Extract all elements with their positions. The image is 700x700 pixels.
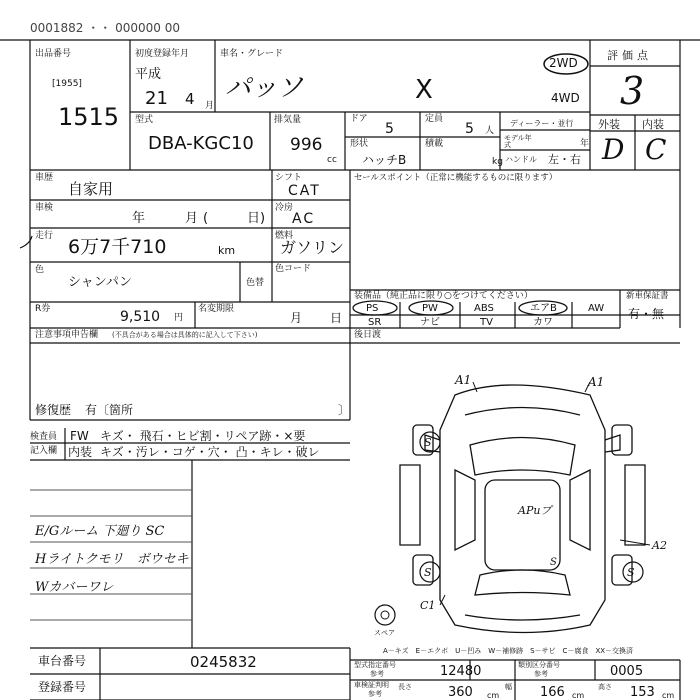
type-no-sub: 参考	[370, 670, 384, 678]
damage-legend: A－キズ E－エクボ U－凹み W－補修跡 S－サビ C－腐食 XX－交換済	[383, 647, 634, 655]
drive-4wd: 4WD	[551, 91, 580, 105]
equipment-aw: AW	[588, 303, 605, 314]
inspection-paren-open: (	[203, 211, 209, 226]
color-code-label: 色コード	[275, 264, 312, 274]
mileage-unit: km	[218, 244, 236, 257]
dims-len: 360	[448, 685, 473, 700]
type-no-value: 12480	[440, 664, 482, 679]
equipment-label: 装備品（純正品に限り○をつけてください）	[354, 291, 533, 301]
handwritten-line-1: E/Gルーム 下廻り SC	[35, 524, 165, 539]
repair-value: 有〔箇所	[85, 403, 134, 417]
first-reg-label: 初度登録年月	[135, 49, 190, 59]
class-no-value: 0005	[610, 664, 644, 679]
usage-value: 自家用	[68, 180, 114, 198]
lot-label: 出品番号	[35, 49, 72, 59]
dealer-label: ディーラー・並行	[510, 119, 574, 128]
dims-wid-label: 幅	[505, 683, 512, 691]
shape-label: 形状	[350, 139, 369, 149]
name-change-day: 日	[330, 311, 343, 325]
equipment-tv: TV	[480, 317, 493, 328]
equipment-pw: PW	[422, 303, 438, 314]
header-partial: 0001882 ・・ 000000 00	[30, 21, 180, 35]
score-value: 3	[620, 69, 645, 113]
equipment-airbag: エアB	[530, 303, 557, 314]
mark-a1-right: A1	[588, 375, 605, 389]
color-label: 色	[35, 265, 45, 275]
equipment-ps: PS	[366, 303, 379, 314]
mark-apu: APuプ	[518, 504, 552, 517]
dims-hei: 153	[630, 685, 655, 700]
aircon-label: 冷房	[275, 203, 294, 213]
load-unit: kg	[492, 157, 503, 167]
mark-s-rear-right: S	[627, 566, 635, 579]
repair-close: 〕	[338, 403, 351, 417]
handle-label: ハンドル	[505, 155, 537, 164]
car-grade: X	[415, 75, 433, 105]
mileage-label: 走行	[35, 231, 54, 241]
lot-small: [1955]	[52, 79, 82, 89]
inspection-year: 年	[132, 211, 146, 226]
displacement-value: 996	[290, 135, 323, 155]
exterior-value: D	[602, 133, 625, 166]
mark-c1: C1	[420, 599, 436, 612]
interior-label: 内装	[642, 118, 664, 131]
mark-s-front-left: S	[424, 436, 432, 449]
score-label: 評価点	[607, 49, 652, 62]
interior-value: C	[645, 133, 667, 166]
door-value: 5	[385, 121, 394, 137]
class-no-label: 類別区分番号	[518, 661, 560, 669]
usage-label: 車歴	[35, 173, 54, 183]
chassis-label: 車台番号	[38, 654, 87, 668]
inspection-label: 車検	[35, 203, 54, 213]
door-label: ドア	[350, 114, 368, 124]
first-reg-month-unit: 月	[205, 101, 215, 111]
reg-no-label: 登録番号	[38, 680, 87, 694]
mark-a1-left: A1	[455, 373, 472, 387]
inspector-label: 検査員記入欄	[30, 432, 58, 456]
inspection-month: 月	[185, 211, 199, 226]
recycle-label: R券	[35, 304, 51, 314]
type-no-label: 型式指定番号	[354, 661, 396, 669]
inspector-row1: キズ・ 飛石・ヒビ割・リペア跡・×要	[100, 429, 306, 443]
capacity-value: 5	[465, 121, 474, 137]
first-reg-year: 21	[145, 88, 168, 109]
model-value: DBA-KGC10	[148, 133, 254, 154]
name-change-label: 名変期限	[198, 304, 235, 314]
class-no-sub: 参考	[534, 670, 548, 678]
mark-s-rear-left: S	[424, 566, 432, 579]
lot-number: 1515	[58, 103, 120, 131]
handwritten-line-3: Wカバーワレ	[35, 580, 114, 595]
fuel-value: ガソリン	[280, 238, 345, 257]
chassis-value: 0245832	[190, 653, 257, 671]
warranty-value: 有・無	[628, 307, 665, 321]
handle-value: 左・右	[548, 153, 581, 166]
dims-label: 車検証判明	[354, 681, 389, 689]
car-name-label: 車名・グレード	[220, 49, 284, 59]
shift-label: シフト	[275, 173, 303, 183]
equipment-abs: ABS	[474, 303, 494, 314]
recycle-unit: 円	[174, 313, 184, 323]
dims-sub: 参考	[368, 690, 382, 698]
model-year-unit: 年	[580, 139, 590, 149]
notes-sub: (不具合がある場合は具体的に記入して下さい)	[112, 331, 258, 339]
name-change-month: 月	[290, 311, 303, 325]
drive-2wd: 2WD	[549, 56, 578, 70]
mark-a2: A2	[652, 539, 667, 552]
warranty-label: 新車保証書	[626, 291, 669, 301]
exterior-label: 外装	[598, 118, 620, 131]
recycle-value: 9,510	[120, 309, 161, 325]
displacement-unit: cc	[327, 155, 337, 165]
dims-wid: 166	[540, 685, 565, 700]
spare-label: スペア	[374, 629, 395, 637]
dims-hei-label: 高さ	[598, 683, 612, 691]
shift-value: CAT	[288, 183, 321, 199]
shape-value: ハッチB	[362, 153, 407, 167]
notes-label: 注意事項申告欄	[35, 330, 99, 340]
color-change-label: 色替	[246, 278, 265, 288]
model-year-label: モデル年式	[504, 134, 532, 149]
capacity-unit: 人	[485, 126, 495, 136]
sales-point-label: セールスポイント（正常に機能するものに限ります）	[354, 173, 558, 183]
model-label: 型式	[135, 115, 154, 125]
inspection-day: 日)	[247, 211, 266, 226]
car-name: パッソ	[225, 73, 304, 103]
inspector-row2: キズ・汚レ・コゲ・穴・ 凸・キレ・破レ	[100, 445, 320, 459]
dims-len-label: 長さ	[398, 683, 412, 691]
load-label: 積載	[425, 139, 444, 149]
dims-wid-unit: cm	[572, 691, 585, 700]
displacement-label: 排気量	[274, 115, 302, 125]
dims-hei-unit: cm	[662, 691, 675, 700]
equipment-leather: カワ	[533, 317, 553, 328]
fuel-label: 燃料	[275, 231, 294, 241]
dims-len-unit: cm	[487, 691, 500, 700]
mark-s-center: S	[550, 557, 557, 568]
inspector-fw: FW	[70, 429, 89, 443]
spare-tire-icon	[370, 600, 400, 630]
capacity-label: 定員	[425, 114, 444, 124]
first-reg-era: 平成	[135, 67, 162, 82]
handwritten-line-2: Hライトクモリ ボウセキ	[35, 552, 189, 567]
repair-label: 修復歴	[35, 403, 72, 417]
equipment-sr: SR	[368, 317, 382, 328]
inspector-interior: 内装	[68, 445, 93, 459]
later-date-label: 後日渡	[354, 330, 382, 340]
first-reg-month: 4	[185, 90, 195, 108]
aircon-value: AC	[292, 211, 316, 227]
mileage-value: 6万7千710	[68, 236, 167, 258]
color-value: シャンパン	[68, 275, 132, 290]
equipment-navi: ナビ	[420, 317, 440, 328]
